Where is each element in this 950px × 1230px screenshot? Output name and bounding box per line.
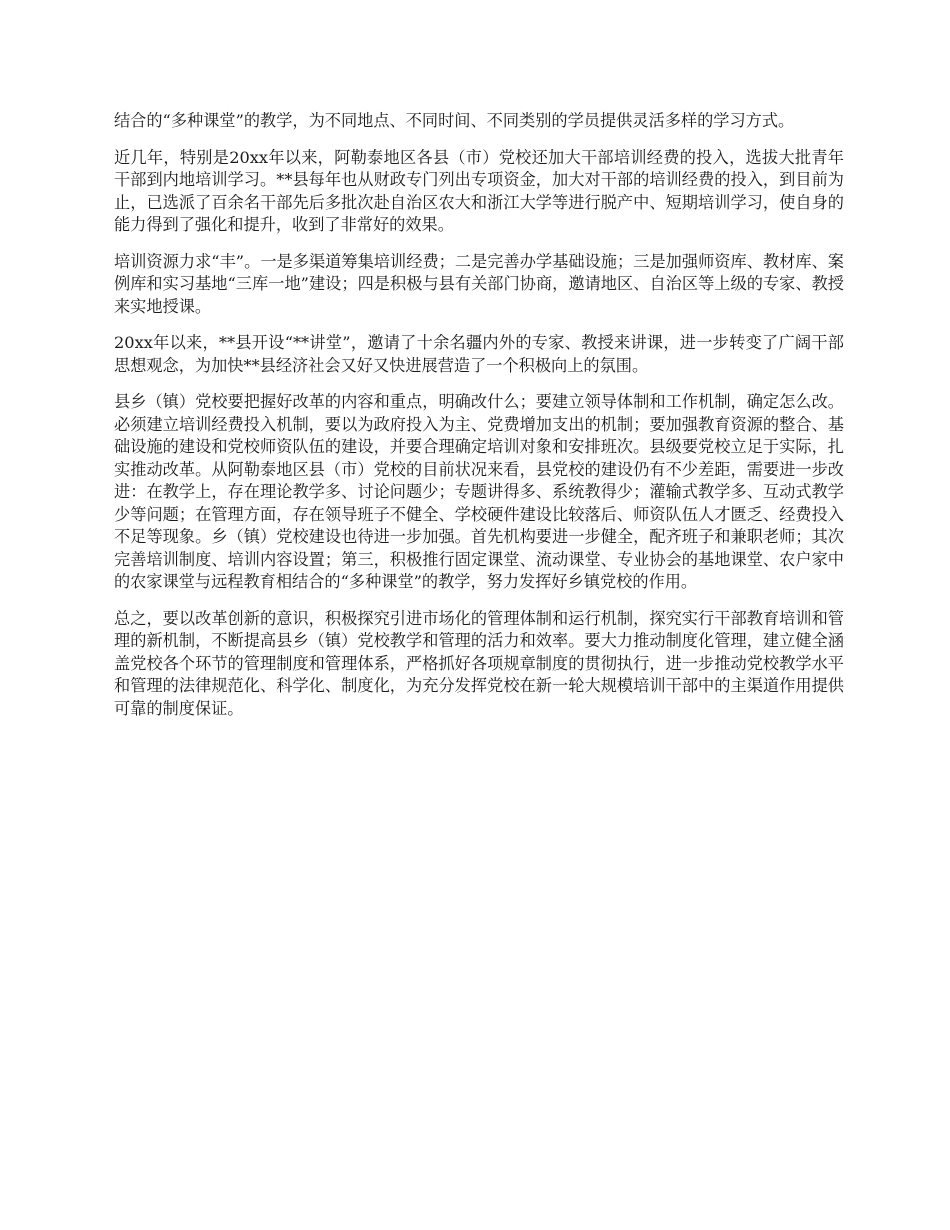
- paragraph-3: 培训资源力求“丰”。一是多渠道筹集培训经费；二是完善办学基础设施；三是加强师资库、教材库、案例库和实习基地“三库一地”建设；四是积极与县有关部门协商，邀请地区、自治区等上级的专家、教授来实地授课。: [114, 251, 844, 316]
- paragraph-4: 20xx年以来，**县开设“**讲堂”，邀请了十余名疆内外的专家、教授来讲课，进一步转变了广阔干部思想观念，为加快**县经济社会又好又快进展营造了一个积极向上的氛围。: [114, 333, 844, 375]
- paragraph-1: 结合的“多种课堂”的教学，为不同地点、不同时间、不同类别的学员提供灵活多样的学习方式。: [114, 111, 795, 130]
- paragraph-5: 县乡（镇）党校要把握好改革的内容和重点，明确改什么；要建立领导体制和工作机制，确定怎么改。必须建立培训经费投入机制，要以为政府投入为主、党费增加支出的机制；要加强教育资源的整合、基础设施的建设和党校师资队伍的建设，并要合理确定培训对象和安排班次。县级要党校立足于实际，扎实推动改革。从阿勒泰地区县（市）党校的目前状况来看，县党校的建设仍有不少差距，需要进一步改进：在教学上，存在理论教学多、讨论问题少；专题讲得多、系统教得少；灌输式教学多、互动式教学少等问题；在管理方面，存在领导班子不健全、学校硬件建设比较落后、师资队伍人才匮乏、经费投入不足等现象。乡（镇）党校建设也待进一步加强。首先机构要进一步健全，配齐班子和兼职老师；其次完善培训制度、培训内容设置；第三，积极推行固定课堂、流动课堂、专业协会的基地课堂、农户家中的农家课堂与远程教育相结合的“多种课堂”的教学，努力发挥好乡镇党校的作用。: [114, 392, 844, 591]
- document-body: [114, 110, 844, 734]
- paragraph-6: 总之，要以改革创新的意识，积极探究引进市场化的管理体制和运行机制，探究实行干部教育培训和管理的新机制，不断提高县乡（镇）党校教学和管理的活力和效率。要大力推动制度化管理，建立健全涵盖党校各个环节的管理制度和管理体系，严格抓好各项规章制度的贯彻执行，进一步推动党校教学水平和管理的法律规范化、科学化、制度化，为充分发挥党校在新一轮大规模培训干部中的主渠道作用提供可靠的制度保证。: [114, 608, 844, 718]
- paragraph-2: 近几年，特别是20xx年以来，阿勒泰地区各县（市）党校还加大干部培训经费的投入，选拔大批青年干部到内地培训学习。**县每年也从财政专门列出专项资金，加大对干部的培训经费的投入，到目前为止，已选派了百余名干部先后多批次赴自治区农大和浙江大学等进行脱产中、短期培训学习，使自身的能力得到了强化和提升，收到了非常好的效果。: [114, 147, 844, 234]
